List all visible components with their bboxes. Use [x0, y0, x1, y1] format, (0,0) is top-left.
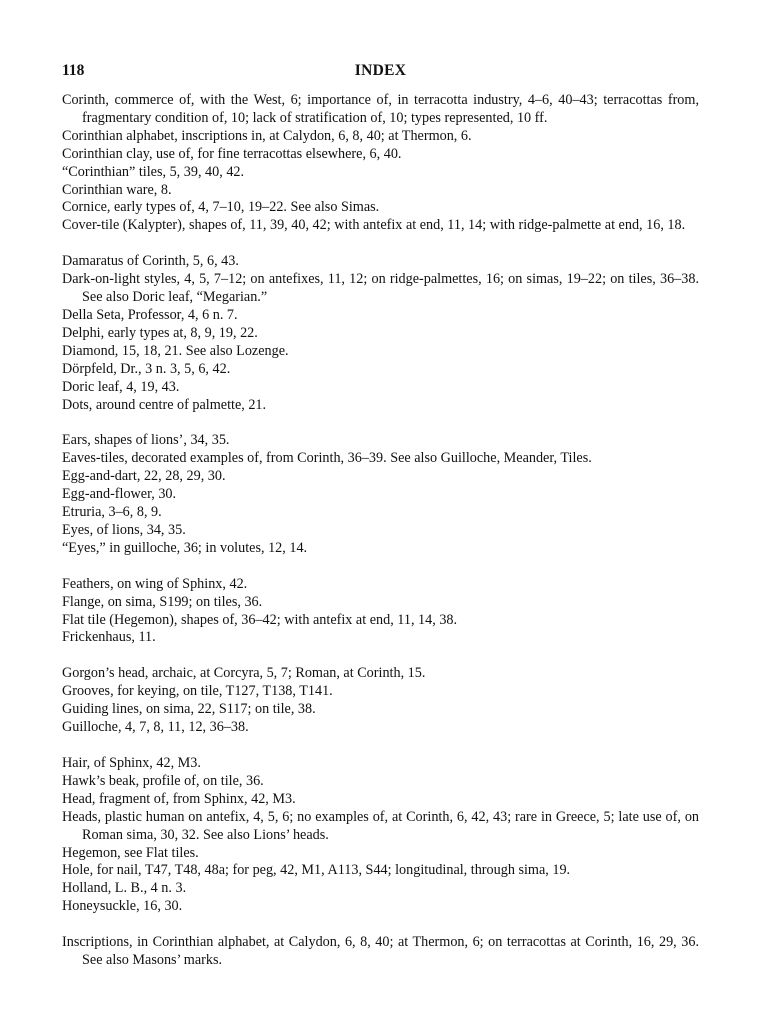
index-letter-group — [62, 934, 699, 970]
index-entry: Guilloche, 4, 7, 8, 11, 12, 36–38. — [62, 719, 249, 736]
index-entry: Heads, plastic human on antefix, 4, 5, 6; no examples of, at Corinth, 6, 42, 43; rare in Greece, 5; late use of, on Roman sima, 30, 32. See also Lions’ heads. — [62, 808, 699, 843]
index-entry: Corinthian clay, use of, for fine terracottas elsewhere, 6, 40. — [62, 145, 402, 162]
index-letter-group — [62, 432, 699, 557]
index-entry: Hawk’s beak, profile of, on tile, 36. — [62, 772, 264, 789]
index-entry: Egg-and-dart, 22, 28, 29, 30. — [62, 468, 226, 485]
index-entry: Holland, L. B., 4 n. 3. — [62, 880, 187, 897]
index-letter-group — [62, 92, 699, 235]
index-entry: Head, fragment of, from Sphinx, 42, M3. — [62, 790, 296, 807]
index-page — [62, 58, 699, 988]
index-entry: Frickenhaus, 11. — [62, 629, 156, 646]
index-entry: Flat tile (Hegemon), shapes of, 36–42; with antefix at end, 11, 14, 38. — [62, 611, 458, 628]
index-entry: Della Seta, Professor, 4, 6 n. 7. — [62, 306, 238, 323]
index-entry: Egg-and-flower, 30. — [62, 486, 177, 503]
index-letter-group — [62, 755, 699, 916]
running-head: INDEX — [354, 62, 407, 79]
index-entry: Honeysuckle, 16, 30. — [62, 898, 183, 915]
index-entry: Diamond, 15, 18, 21. See also Lozenge. — [62, 342, 289, 359]
index-entry: “Corinthian” tiles, 5, 39, 40, 42. — [62, 163, 245, 180]
page-number: 118 — [62, 62, 85, 79]
index-entry: Hole, for nail, T47, T48, 48a; for peg, 42, M1, A113, S44; longitudinal, through sima, 19. — [62, 862, 571, 879]
index-entry: Gorgon’s head, archaic, at Corcyra, 5, 7; Roman, at Corinth, 15. — [62, 665, 426, 682]
index-body — [62, 92, 699, 970]
index-entry: Corinth, commerce of, with the West, 6; importance of, in terracotta industry, 4–6, 40–43; terracottas from, fragmentary condition of, 10; lack of stratification of, 10; types represented, 10 ff. — [62, 92, 699, 126]
index-entry: Dots, around centre of palmette, 21. — [62, 396, 267, 413]
index-entry: Ears, shapes of lions’, 34, 35. — [62, 432, 230, 449]
index-entry: Guiding lines, on sima, 22, S117; on tile, 38. — [62, 701, 316, 718]
index-entry: Cornice, early types of, 4, 7–10, 19–22. See also Simas. — [62, 199, 380, 216]
index-letter-group — [62, 253, 699, 414]
page-header — [62, 58, 699, 82]
index-entry: Feathers, on wing of Sphinx, 42. — [62, 575, 248, 592]
index-entry: Eaves-tiles, decorated examples of, from Corinth, 36–39. See also Guilloche, Meander, Tiles. — [62, 450, 592, 467]
index-entry: Cover-tile (Kalypter), shapes of, 11, 39, 40, 42; with antefix at end, 11, 14; with ridge-palmette at end, 16, 18. — [62, 217, 686, 234]
index-entry: Inscriptions, in Corinthian alphabet, at Calydon, 6, 8, 40; at Thermon, 6; on terracottas at Corinth, 16, 29, 36. See also Masons’ marks. — [62, 934, 699, 969]
index-entry: Dörpfeld, Dr., 3 n. 3, 5, 6, 42. — [62, 360, 231, 377]
index-entry: Flange, on sima, S199; on tiles, 36. — [62, 593, 263, 610]
index-entry: Dark-on-light styles, 4, 5, 7–12; on antefixes, 11, 12; on ridge-palmettes, 16; on simas, 19–22; on tiles, 36–38. See also Doric leaf, “Megarian.” — [62, 271, 699, 306]
index-entry: Corinthian ware, 8. — [62, 181, 172, 198]
index-entry: Hegemon, see Flat tiles. — [62, 844, 199, 861]
index-entry: Etruria, 3–6, 8, 9. — [62, 504, 162, 521]
index-entry: Hair, of Sphinx, 42, M3. — [62, 755, 201, 771]
index-entry: Delphi, early types at, 8, 9, 19, 22. — [62, 324, 258, 341]
index-letter-group — [62, 665, 699, 737]
index-entry: “Eyes,” in guilloche, 36; in volutes, 12, 14. — [62, 539, 308, 556]
index-letter-group — [62, 576, 699, 648]
index-entry: Grooves, for keying, on tile, T127, T138, T141. — [62, 683, 333, 700]
index-entry: Eyes, of lions, 34, 35. — [62, 521, 186, 538]
index-entry: Doric leaf, 4, 19, 43. — [62, 378, 180, 395]
index-entry: Corinthian alphabet, inscriptions in, at Calydon, 6, 8, 40; at Thermon, 6. — [62, 127, 472, 144]
index-entry: Damaratus of Corinth, 5, 6, 43. — [62, 253, 239, 270]
